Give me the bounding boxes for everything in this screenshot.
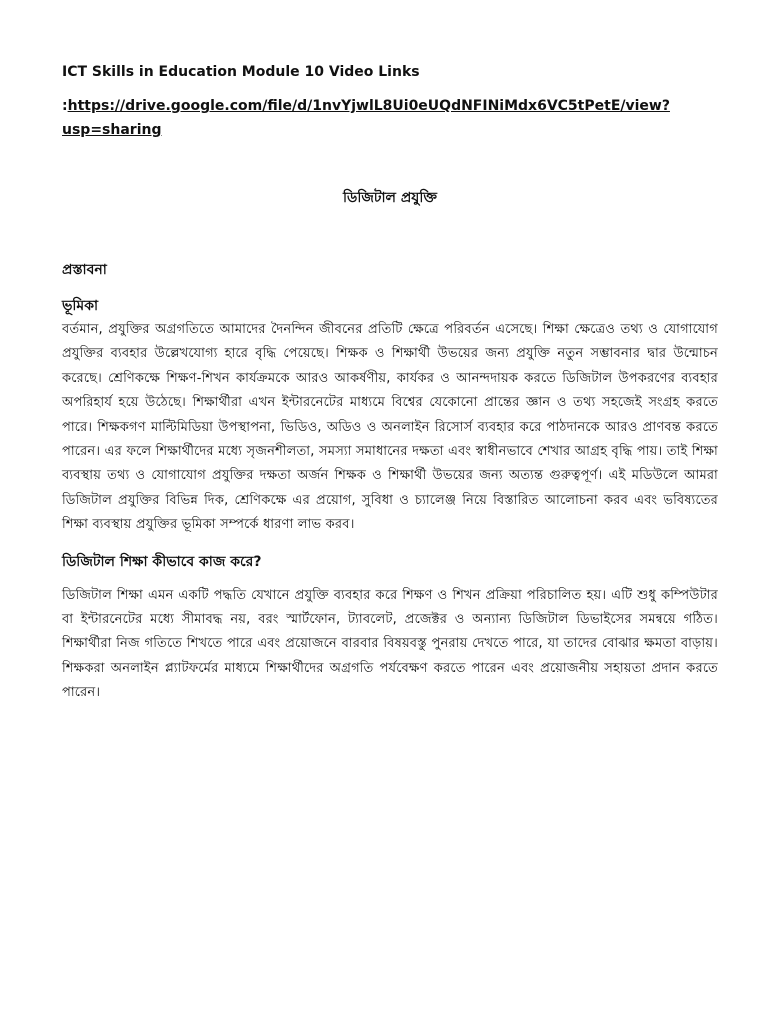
document-page <box>62 62 718 706</box>
question-heading: ডিজিটাল শিক্ষা কীভাবে কাজ করে? <box>62 553 262 570</box>
link-prefix: : <box>62 98 68 114</box>
drive-video-link[interactable]: https://drive.google.com/file/d/1nvYjwlL8Ui0eUQdNFINiMdx6VC5tPetE/view?usp=sharing <box>62 98 670 138</box>
sub-heading: ভূমিকা <box>62 298 99 314</box>
section-heading: প্রস্তাবনা <box>62 262 107 278</box>
paragraph-digital-education: ডিজিটাল শিক্ষা এমন একটি পদ্ধতি যেখানে প্রযুক্তি ব্যবহার করে শিক্ষণ ও শিখন প্রক্রিয়া পরিচালিত হয়। এটি শুধু কম্পিউটার বা ইন্টারনেটের মধ্যে সীমাবদ্ধ নয়, বরং স্মার্টফোন, ট্যাবলেট, প্রজেক্টর ও অন্যান্য ডিজিটাল ডিভাইসের সমন্বয়ে গঠিত। শিক্ষার্থীরা নিজ গতিতে শিখতে পারে এবং প্রয়োজনে বারবার বিষয়বস্তু পুনরায় দেখতে পারে, যা তাদের বোঝার ক্ষমতা বাড়ায়। শিক্ষকরা অনলাইন প্ল্যাটফর্মের মাধ্যমে শিক্ষার্থীদের অগ্রগতি পর্যবেক্ষণ করতে পারেন এবং প্রয়োজনীয় সহায়তা প্রদান করতে পারেন। <box>62 587 718 701</box>
document-title: ICT Skills in Education Module 10 Video Links <box>62 64 420 80</box>
video-link-line <box>62 94 718 142</box>
center-heading: ডিজিটাল প্রযুক্তি <box>343 190 437 206</box>
paragraph-intro: বর্তমান, প্রযুক্তির অগ্রগতিতে আমাদের দৈনন্দিন জীবনের প্রতিটি ক্ষেত্রে পরিবর্তন এসেছে। শিক্ষা ক্ষেত্রেও তথ্য ও যোগাযোগ প্রযুক্তির ব্যবহার উল্লেখযোগ্য হারে বৃদ্ধি পেয়েছে। শিক্ষক ও শিক্ষার্থী উভয়ের জন্য প্রযুক্তি নতুন সম্ভাবনার দ্বার উন্মোচন করেছে। শ্রেণিকক্ষে শিক্ষণ-শিখন কার্যক্রমকে আরও আকর্ষণীয়, কার্যকর ও আনন্দদায়ক করতে ডিজিটাল উপকরণের ব্যবহার অপরিহার্য হয়ে উঠেছে। শিক্ষার্থীরা এখন ইন্টারনেটের মাধ্যমে বিশ্বের যেকোনো প্রান্তের জ্ঞান ও তথ্য সহজেই সংগ্রহ করতে পারে। শিক্ষকগণ মাল্টিমিডিয়া উপস্থাপনা, ভিডিও, অডিও ও অনলাইন রিসোর্স ব্যবহার করে পাঠদানকে আরও প্রাণবন্ত করতে পারেন। এর ফলে শিক্ষার্থীদের মধ্যে সৃজনশীলতা, সমস্যা সমাধানের দক্ষতা এবং স্বাধীনভাবে শেখার আগ্রহ বৃদ্ধি পায়। তাই শিক্ষা ব্যবস্থায় তথ্য ও যোগাযোগ প্রযুক্তির দক্ষতা অর্জন শিক্ষক ও শিক্ষার্থী উভয়ের জন্য অত্যন্ত গুরুত্বপূর্ণ। এই মডিউলে আমরা ডিজিটাল প্রযুক্তির বিভিন্ন দিক, শ্রেণিকক্ষে এর প্রয়োগ, সুবিধা ও চ্যালেঞ্জ নিয়ে বিস্তারিত আলোচনা করব এবং ভবিষ্যতের শিক্ষা ব্যবস্থায় প্রযুক্তির ভূমিকা সম্পর্কে ধারণা লাভ করব। <box>62 322 718 533</box>
